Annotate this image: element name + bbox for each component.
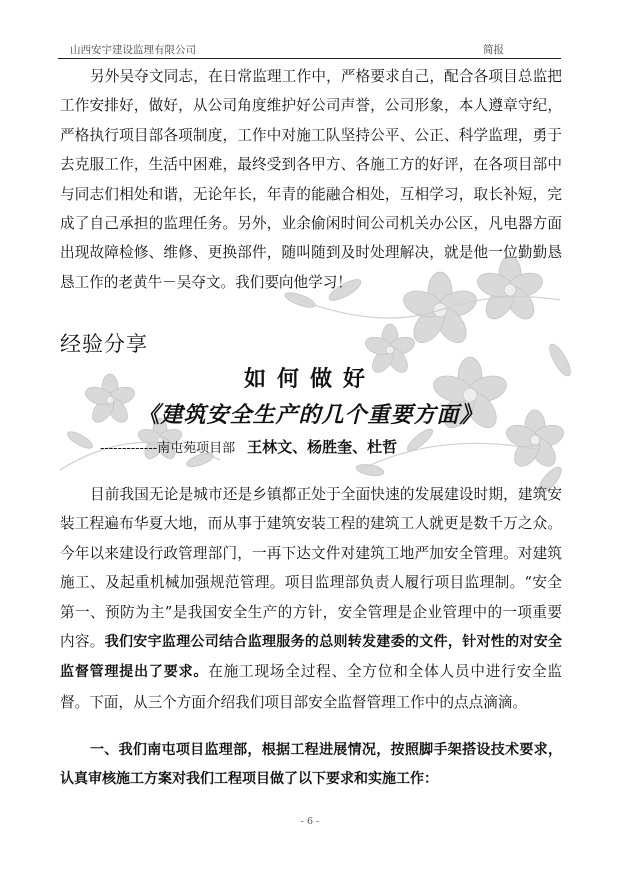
page-number: - 6 -	[300, 816, 320, 827]
intro-text-bold: 我们安宇监理公司结合监理服务的总则转发建委的文件，针对性的对安全监督管理提出了要求。	[60, 634, 562, 681]
paragraph-introduction	[60, 480, 562, 717]
page-header	[58, 42, 561, 59]
article-title-line1: 如何做好	[243, 366, 376, 392]
article-title-line2: 《建筑安全生产的几个重要方面》	[137, 402, 483, 428]
intro-text-part1: 目前我国无论是城市还是乡镇都正处于全面快速的发展建设时期，建筑安装工程遍布华夏大地，而从事于建筑安装工程的建筑工人就更是数千万之众。今年以来建设行政管理部门，一再下达文件对建筑工地严加安全管理。对建筑施工、及起重机械加强规范管理。项目监理部负责人履行项目监理制。“安全第一、预防为主”是我国安全生产的方针，安全管理是企业管理中的一项重要内容。	[60, 486, 562, 651]
article-byline	[100, 436, 397, 457]
paragraph-wu-duowen: 另外吴夺文同志，在日常监理工作中，严格要求自己，配合各项目总监把工作安排好，做好，从公司角度维护好公司声誉，公司形象，本人遵章守纪，严格执行项目部各项制度，工作中对施工队坚持公平、公正、科学监理，勇于去克服工作，生活中困难，最终受到各甲方、各施工方的好评，在各项目部中与同志们相处和谐，无论年长，年青的能融合相处，互相学习，取长补短，完成了自己承担的监理任务。另外，业余偷闲时间公司机关办公区，凡电器方面出现故障检修、维修、更换部件，随叫随到及时处理解决，就是他一位勤勤恳恳工作的老黄牛－吴夺文。我们要向他学习！	[60, 68, 562, 291]
paragraph-section-one: 一、我们南屯项目监理部，根据工程进展情况，按照脚手架搭设技术要求，认真审核施工方案对我们工程项目做了以下要求和实施工作：	[60, 742, 562, 788]
intro-text-part2: 在施工现场全过程、全方位和全体人员中进行安全监督。下面，从三个方面介绍我们项目部安全监督管理工作中的点点滴滴。	[60, 663, 562, 711]
section-title: 经验分享	[60, 332, 148, 356]
header-doc-type: 简报	[483, 44, 504, 56]
byline-department: -------------南屯苑项目部	[100, 441, 236, 456]
byline-authors: 王林文、杨胜奎、杜哲	[247, 438, 398, 456]
header-company: 山西安宇建设监理有限公司	[70, 44, 196, 56]
